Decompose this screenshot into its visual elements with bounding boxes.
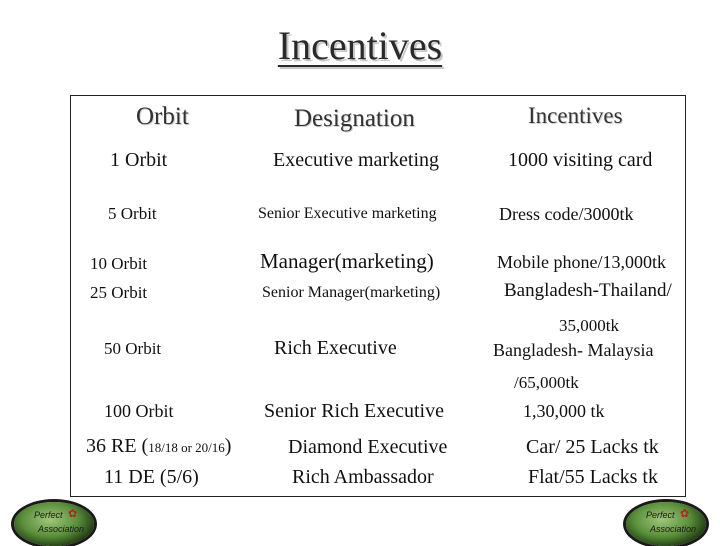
- logo-right: [626, 502, 706, 546]
- incentive-cell: Bangladesh- Malaysia: [493, 340, 654, 360]
- incentive-cell: Car/ 25 Lacks tk: [526, 436, 659, 458]
- orbit-cell: 50 Orbit: [104, 339, 162, 358]
- page-title: Incentives: [277, 23, 443, 68]
- logo-text-line2: Association: [38, 524, 85, 534]
- logo-text-line1: Perfect: [646, 510, 675, 520]
- gear-icon: ✿: [680, 508, 690, 520]
- gear-icon: ✿: [68, 508, 78, 520]
- designation-cell: Senior Rich Executive: [264, 400, 444, 422]
- designation-cell: Diamond Executive: [288, 436, 448, 458]
- header-orbit: Orbit: [136, 103, 189, 130]
- incentive-cell-continued: 35,000tk: [559, 316, 619, 335]
- designation-cell: Executive marketing: [273, 149, 440, 171]
- designation-cell: Rich Executive: [274, 337, 397, 359]
- incentive-cell: 1000 visiting card: [508, 149, 653, 171]
- logo-text-line2: Association: [650, 524, 697, 534]
- orbit-cell-ratio: 18/18 or 20/16: [148, 440, 225, 455]
- orbit-cell: 10 Orbit: [90, 254, 148, 273]
- designation-cell: Manager(marketing): [260, 249, 434, 273]
- logo-left: [14, 502, 94, 546]
- designation-cell: Senior Manager(marketing): [262, 284, 441, 301]
- designation-cell: Rich Ambassador: [292, 466, 434, 488]
- designation-cell: Senior Executive marketing: [258, 205, 437, 222]
- orbit-cell: [86, 436, 231, 456]
- header-incentives: Incentives: [528, 103, 623, 128]
- incentive-cell: Flat/55 Lacks tk: [528, 466, 658, 488]
- header-designation: Designation: [294, 105, 415, 132]
- incentive-cell: Dress code/3000tk: [499, 204, 634, 224]
- orbit-cell-end: ): [224, 435, 232, 457]
- orbit-cell: 25 Orbit: [90, 283, 148, 302]
- incentive-cell-continued: /65,000tk: [514, 373, 579, 392]
- orbit-cell: 1 Orbit: [110, 149, 168, 171]
- incentive-cell: 1,30,000 tk: [523, 401, 605, 421]
- orbit-cell: 5 Orbit: [108, 204, 157, 223]
- logo-text-line1: Perfect: [34, 510, 63, 520]
- orbit-cell: 11 DE (5/6): [104, 466, 199, 488]
- incentive-cell: Mobile phone/13,000tk: [497, 252, 666, 272]
- orbit-cell: 100 Orbit: [104, 401, 174, 421]
- incentive-cell: Bangladesh-Thailand/: [504, 280, 672, 301]
- orbit-cell-main: 36 RE (: [86, 435, 149, 457]
